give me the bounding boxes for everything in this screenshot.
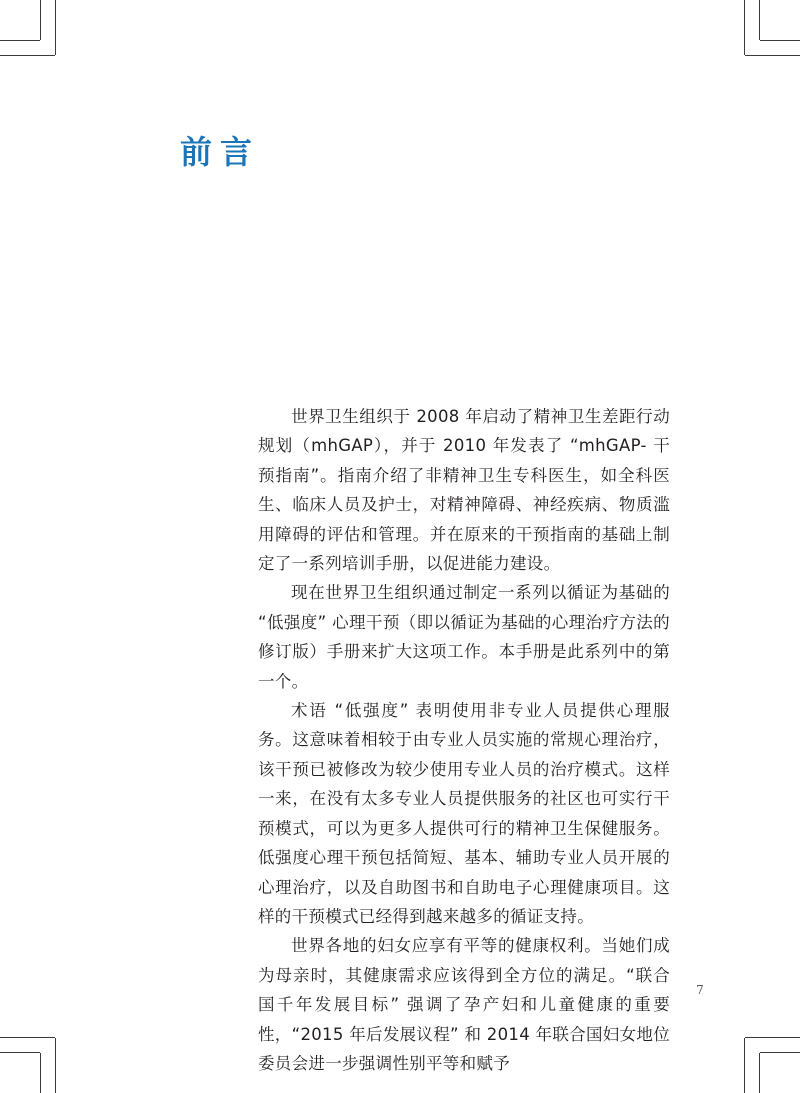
crop-mark	[0, 40, 40, 41]
crop-mark	[0, 1052, 40, 1053]
crop-mark	[55, 1038, 56, 1093]
body-text	[258, 402, 670, 1078]
crop-mark	[759, 1053, 760, 1093]
paragraph: 术语 “低强度” 表明使用非专业人员提供心理服务。这意味着相较于由专业人员实施的常规心理治疗，该干预已被修改为较少使用专业人员的治疗模式。这样一来，在没有太多专业人员提供服务的社区也可实行干预模式，可以为更多人提供可行的精神卫生保健服务。低强度心理干预包括简短、基本、辅助专业人员开展的心理治疗，以及自助图书和自助电子心理健康项目。这样的干预模式已经得到越来越多的循证支持。	[258, 701, 670, 926]
page-title: 前言	[180, 133, 261, 171]
paragraph: 世界各地的妇女应享有平等的健康权利。当她们成为母亲时，其健康需求应该得到全方位的满足。“联合国千年发展目标” 强调了孕产妇和儿童健康的重要性，“2015 年后发展议程” 和 2014 年联合国妇女地位委员会进一步强调性别平等和赋予	[258, 936, 670, 1073]
crop-mark	[744, 1038, 745, 1093]
crop-mark	[0, 1037, 55, 1038]
crop-mark	[0, 55, 55, 56]
crop-mark	[760, 1052, 800, 1053]
crop-mark	[40, 1053, 41, 1093]
paragraph: 世界卫生组织于 2008 年启动了精神卫生差距行动规划（mhGAP），并于 2010 年发表了 “mhGAP- 干预指南”。指南介绍了非精神卫生专科医生，如全科医生、临床人员及护士，对精神障碍、神经疾病、物质滥用障碍的评估和管理。并在原来的干预指南的基础上制定了一系列培训手册，以促进能力建设。	[258, 407, 670, 574]
crop-mark	[745, 55, 800, 56]
crop-mark	[55, 0, 56, 55]
crop-mark	[40, 0, 41, 40]
crop-mark	[745, 1037, 800, 1038]
page-number: 7	[696, 983, 704, 997]
crop-mark	[760, 40, 800, 41]
crop-mark	[744, 0, 745, 55]
paragraph: 现在世界卫生组织通过制定一系列以循证为基础的 “低强度” 心理干预（即以循证为基础的心理治疗方法的修订版）手册来扩大这项工作。本手册是此系列中的第一个。	[258, 583, 670, 691]
crop-mark	[759, 0, 760, 40]
